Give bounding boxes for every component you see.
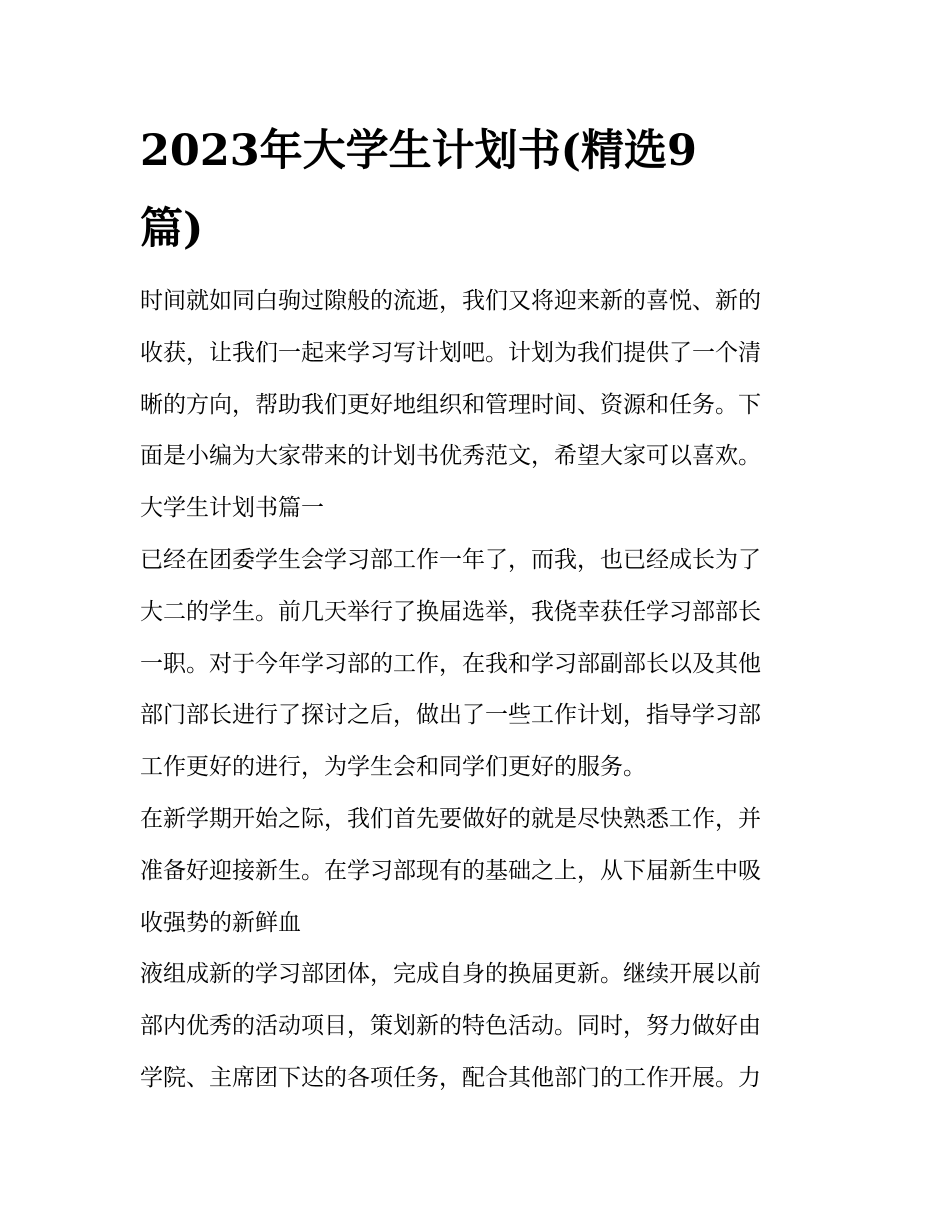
paragraph-1-line-4: 部门部长进行了探讨之后，做出了一些工作计划，指导学习部 [140,702,761,729]
document-title [140,112,820,268]
title-line-2: 篇) [140,204,204,254]
intro-line-2: 收获，让我们一起来学习写计划吧。计划为我们提供了一个清 [140,339,761,366]
paragraph-2-line-3: 收强势的新鲜血 [140,909,301,936]
paragraph-3-line-1: 液组成新的学习部团体，完成自身的换届更新。继续开展以前 [140,961,761,988]
paragraph-1-line-1: 已经在团委学生会学习部工作一年了，而我，也已经成长为了 [140,546,761,573]
paragraph-2-line-2: 准备好迎接新生。在学习部现有的基础之上，从下届新生中吸 [140,857,761,884]
title-line-1: 2023年大学生计划书(精选9 [140,126,697,176]
section-heading: 大学生计划书篇一 [140,495,324,522]
intro-line-3: 晰的方向，帮助我们更好地组织和管理时间、资源和任务。下 [140,391,761,418]
paragraph-1-line-2: 大二的学生。前几天举行了换届选举，我侥幸获任学习部部长 [140,598,761,625]
paragraph-3-line-3: 学院、主席团下达的各项任务，配合其他部门的工作开展。力 [140,1064,761,1091]
paragraph-1-line-3: 一职。对于今年学习部的工作，在我和学习部副部长以及其他 [140,650,761,677]
intro-line-4: 面是小编为大家带来的计划书优秀范文，希望大家可以喜欢。 [140,443,761,470]
paragraph-2-line-1: 在新学期开始之际，我们首先要做好的就是尽快熟悉工作，并 [140,805,761,832]
document-body [140,276,820,1105]
paragraph-3-line-2: 部内优秀的活动项目，策划新的特色活动。同时，努力做好由 [140,1013,761,1040]
intro-line-1: 时间就如同白驹过隙般的流逝，我们又将迎来新的喜悦、新的 [140,288,761,314]
paragraph-1-line-5: 工作更好的进行，为学生会和同学们更好的服务。 [140,754,646,781]
